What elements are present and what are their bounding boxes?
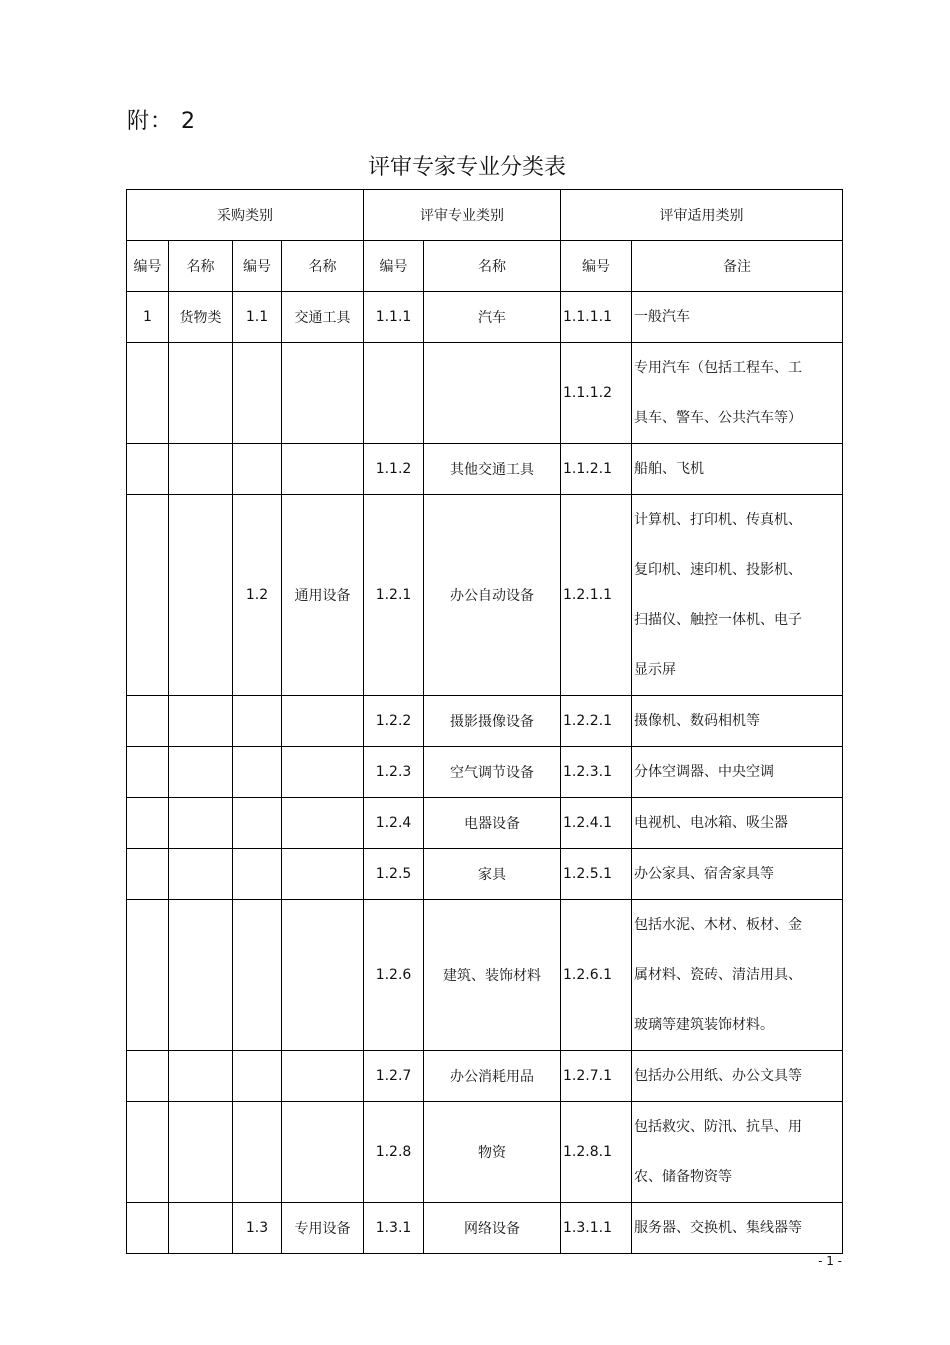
subcategory-number-cell [233,444,282,495]
specialty-number-cell: 1.2.1 [364,495,424,696]
specialty-number-cell: 1.2.3 [364,747,424,798]
remark-line: 计算机、打印机、传真机、 [634,512,802,528]
category-number-cell [127,1051,169,1102]
applicable-number-cell: 1.2.1.1 [561,495,632,696]
applicable-number-cell: 1.2.4.1 [561,798,632,849]
category-number-cell [127,900,169,1051]
remark-cell [632,798,843,849]
remark-line: 扫描仪、触控一体机、电子 [634,612,802,628]
remark-line: 专用汽车（包括工程车、工 [634,360,802,376]
specialty-name-cell: 汽车 [424,292,561,343]
subcategory-name-cell [282,849,364,900]
remark-cell [632,900,843,1051]
category-name-cell [169,495,233,696]
column-header: 备注 [632,241,843,292]
table-row [127,1051,843,1102]
category-number-cell [127,495,169,696]
page-number: - 1 - [818,1254,842,1268]
column-header: 编号 [364,241,424,292]
subcategory-number-cell [233,900,282,1051]
subcategory-name-cell [282,798,364,849]
category-number-cell [127,747,169,798]
subcategory-name-cell [282,900,364,1051]
remark-line: 船舶、飞机 [634,461,704,477]
specialty-number-cell: 1.2.6 [364,900,424,1051]
column-header: 编号 [561,241,632,292]
specialty-name-cell: 空气调节设备 [424,747,561,798]
column-header: 编号 [127,241,169,292]
applicable-number-cell: 1.2.3.1 [561,747,632,798]
category-number-cell [127,849,169,900]
subcategory-number-cell [233,1051,282,1102]
page-title: 评审专家专业分类表 [367,155,566,180]
subcategory-number-cell [233,798,282,849]
subcategory-number-cell [233,849,282,900]
subcategory-name-cell [282,343,364,444]
specialty-number-cell: 1.3.1 [364,1203,424,1254]
remark-line: 分体空调器、中央空调 [634,764,774,780]
specialty-name-cell: 网络设备 [424,1203,561,1254]
subcategory-name-cell [282,747,364,798]
header-review-specialty: 评审专业类别 [364,190,561,241]
specialty-name-cell: 办公消耗用品 [424,1051,561,1102]
annex-label: 附： 2 [127,109,196,134]
subcategory-name-cell [282,1102,364,1203]
category-name-cell [169,849,233,900]
specialty-number-cell: 1.2.4 [364,798,424,849]
specialty-number-cell: 1.1.2 [364,444,424,495]
category-name-cell [169,1102,233,1203]
applicable-number-cell: 1.2.7.1 [561,1051,632,1102]
category-name-cell [169,696,233,747]
column-header: 名称 [282,241,364,292]
subcategory-name-cell: 通用设备 [282,495,364,696]
remark-line: 包括水泥、木材、板材、金 [634,917,802,933]
specialty-number-cell: 1.2.7 [364,1051,424,1102]
column-header: 编号 [233,241,282,292]
subcategory-name-cell [282,444,364,495]
remark-line: 一般汽车 [634,309,690,325]
remark-line: 农、储备物资等 [634,1169,732,1185]
table-row [127,292,843,343]
applicable-number-cell: 1.2.8.1 [561,1102,632,1203]
category-name-cell [169,798,233,849]
applicable-number-cell: 1.1.2.1 [561,444,632,495]
remark-cell [632,1051,843,1102]
table-row [127,444,843,495]
remark-cell [632,1203,843,1254]
remark-line: 具车、警车、公共汽车等） [634,410,802,426]
subcategory-number-cell: 1.1 [233,292,282,343]
specialty-number-cell [364,343,424,444]
subcategory-name-cell: 专用设备 [282,1203,364,1254]
category-number-cell [127,696,169,747]
specialty-number-cell: 1.2.8 [364,1102,424,1203]
remark-line: 包括办公用纸、办公文具等 [634,1068,802,1084]
specialty-name-cell: 摄影摄像设备 [424,696,561,747]
subcategory-number-cell [233,343,282,444]
category-number-cell [127,1203,169,1254]
subcategory-name-cell [282,696,364,747]
subcategory-name-cell: 交通工具 [282,292,364,343]
applicable-number-cell: 1.2.6.1 [561,900,632,1051]
remark-cell [632,495,843,696]
remark-cell [632,343,843,444]
header-group-row [127,190,843,241]
category-name-cell [169,1051,233,1102]
remark-line: 办公家具、宿舍家具等 [634,866,774,882]
remark-line: 电视机、电冰箱、吸尘器 [634,815,788,831]
specialty-name-cell: 建筑、装饰材料 [424,900,561,1051]
specialty-name-cell: 其他交通工具 [424,444,561,495]
specialty-name-cell [424,343,561,444]
subcategory-number-cell [233,1102,282,1203]
specialty-name-cell: 办公自动设备 [424,495,561,696]
specialty-name-cell: 电器设备 [424,798,561,849]
remark-line: 属材料、瓷砖、清洁用具、 [634,967,802,983]
table-row [127,849,843,900]
category-number-cell [127,1102,169,1203]
applicable-number-cell: 1.3.1.1 [561,1203,632,1254]
table-row [127,900,843,1051]
category-name-cell [169,343,233,444]
column-header: 名称 [169,241,233,292]
category-name-cell: 货物类 [169,292,233,343]
specialty-name-cell: 家具 [424,849,561,900]
table-row [127,495,843,696]
remark-cell [632,292,843,343]
remark-line: 显示屏 [634,662,676,678]
remark-line: 复印机、速印机、投影机、 [634,562,802,578]
specialty-number-cell: 1.2.2 [364,696,424,747]
header-review-applicable: 评审适用类别 [561,190,843,241]
classification-table [126,189,843,1254]
category-number-cell: 1 [127,292,169,343]
header-procurement-category: 采购类别 [127,190,364,241]
specialty-number-cell: 1.1.1 [364,292,424,343]
category-name-cell [169,444,233,495]
table-row [127,696,843,747]
remark-line: 包括救灾、防汛、抗旱、用 [634,1119,802,1135]
remark-cell [632,444,843,495]
category-name-cell [169,1203,233,1254]
specialty-name-cell: 物资 [424,1102,561,1203]
category-number-cell [127,798,169,849]
category-number-cell [127,343,169,444]
remark-cell [632,747,843,798]
table-row [127,747,843,798]
applicable-number-cell: 1.1.1.2 [561,343,632,444]
remark-line: 摄像机、数码相机等 [634,713,760,729]
subcategory-name-cell [282,1051,364,1102]
subcategory-number-cell [233,696,282,747]
table-row [127,1203,843,1254]
remark-line: 玻璃等建筑装饰材料。 [634,1017,774,1033]
table-row [127,1102,843,1203]
subcategory-number-cell [233,747,282,798]
remark-cell [632,1102,843,1203]
column-header-row [127,241,843,292]
applicable-number-cell: 1.1.1.1 [561,292,632,343]
remark-cell [632,696,843,747]
specialty-number-cell: 1.2.5 [364,849,424,900]
subcategory-number-cell: 1.2 [233,495,282,696]
applicable-number-cell: 1.2.5.1 [561,849,632,900]
category-name-cell [169,747,233,798]
remark-cell [632,849,843,900]
remark-line: 服务器、交换机、集线器等 [634,1220,802,1236]
category-number-cell [127,444,169,495]
category-name-cell [169,900,233,1051]
applicable-number-cell: 1.2.2.1 [561,696,632,747]
column-header: 名称 [424,241,561,292]
subcategory-number-cell: 1.3 [233,1203,282,1254]
table-row [127,343,843,444]
table-row [127,798,843,849]
